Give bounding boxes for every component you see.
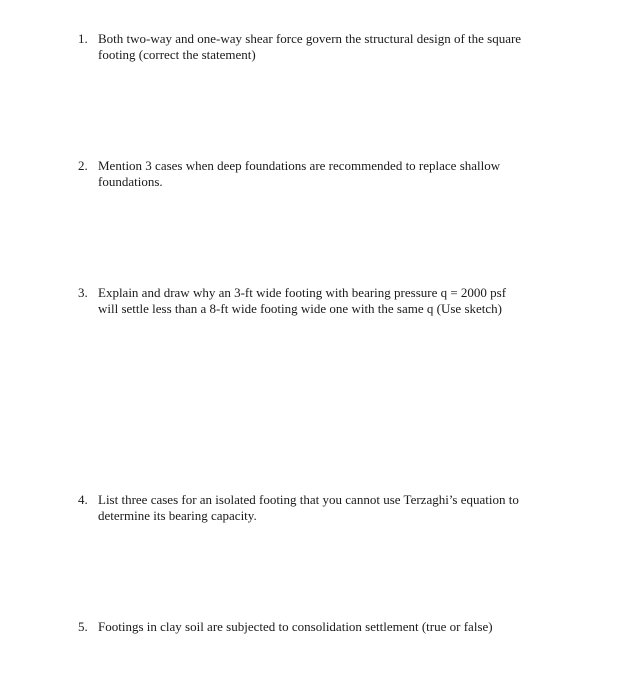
question-number: 4. xyxy=(78,492,88,507)
question-number: 1. xyxy=(78,31,88,46)
question-text-line: Mention 3 cases when deep foundations are recommended to replace shallow xyxy=(98,158,501,173)
question-text-line: List three cases for an isolated footing that you cannot use Terzaghi’s equation to xyxy=(98,492,519,507)
question-text-line: Explain and draw why an 3-ft wide footing with bearing pressure q = 2000 psf xyxy=(98,285,507,300)
question-text xyxy=(98,619,573,635)
question-text-line: Footings in clay soil are subjected to consolidation settlement (true or false) xyxy=(98,619,493,634)
question-text xyxy=(98,31,573,63)
question-text-line: footing (correct the statement) xyxy=(98,47,256,62)
question-text-line: Both two-way and one-way shear force govern the structural design of the square xyxy=(98,31,522,46)
question-number: 2. xyxy=(78,158,88,173)
question-text-line: will settle less than a 8-ft wide footing wide one with the same q (Use sketch) xyxy=(98,301,502,316)
question-text xyxy=(98,158,573,190)
question-text-line: determine its bearing capacity. xyxy=(98,508,257,523)
question-text xyxy=(98,492,573,524)
question-number: 3. xyxy=(78,285,88,300)
question-text-line: foundations. xyxy=(98,174,163,189)
question-text xyxy=(98,285,573,317)
question-number: 5. xyxy=(78,619,88,634)
